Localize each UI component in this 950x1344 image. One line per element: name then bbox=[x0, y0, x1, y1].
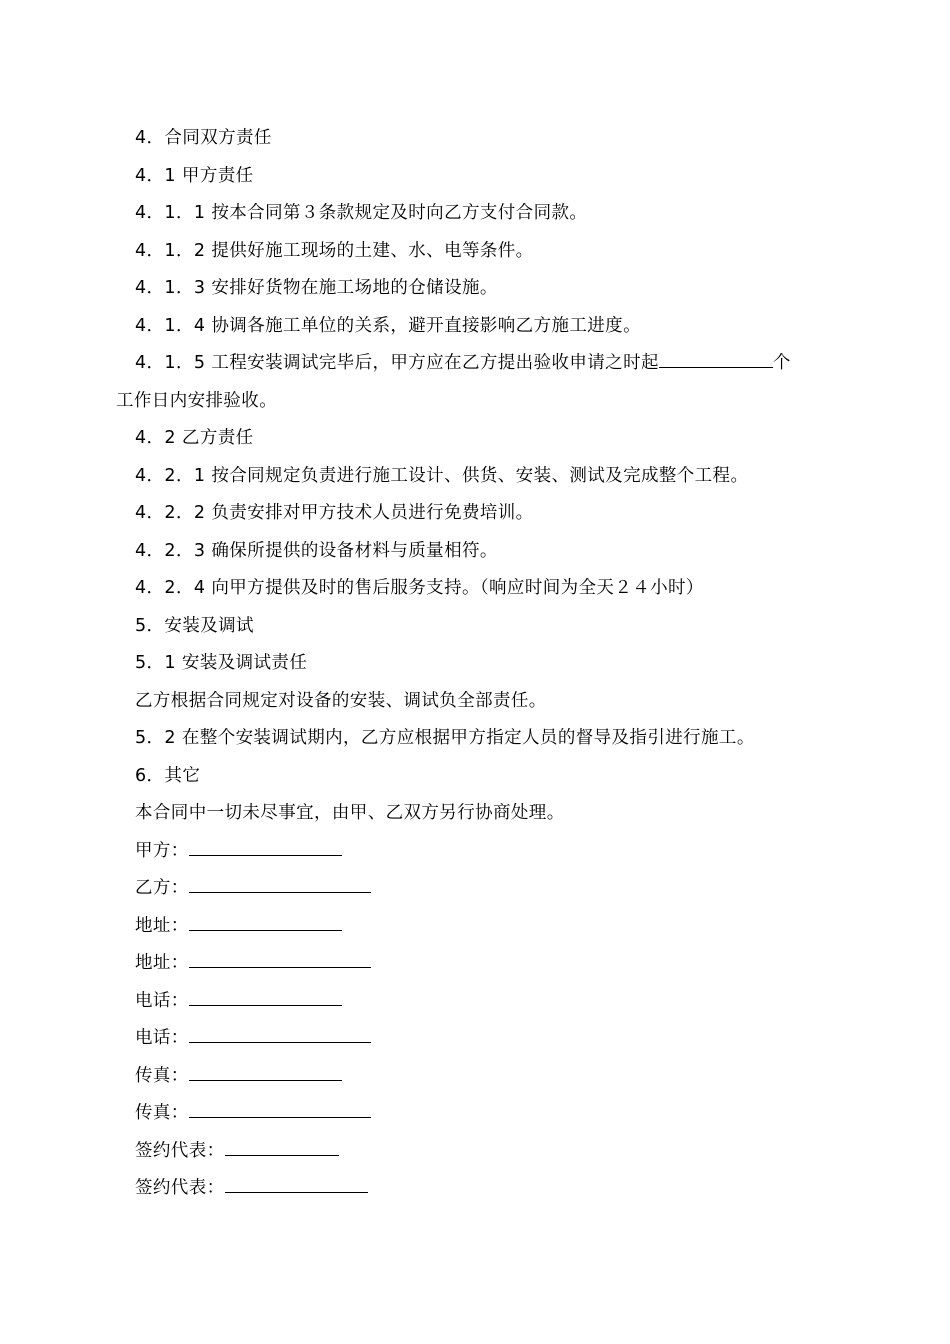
phone-b-label: 电话： bbox=[135, 1028, 189, 1048]
address-b-label: 地址： bbox=[135, 953, 189, 973]
clause-4-1-5-unit: 个 bbox=[772, 353, 791, 373]
address-b-blank[interactable] bbox=[189, 945, 371, 968]
section-6-text: 本合同中一切未尽事宜，由甲、乙双方另行协商处理。 bbox=[135, 803, 565, 823]
representative-b-label: 签约代表： bbox=[135, 1178, 225, 1198]
representative-b-blank[interactable] bbox=[225, 1170, 368, 1193]
clause-4-1-1: 4．1．1 按本合同第３条款规定及时向乙方支付合同款。 bbox=[135, 203, 588, 223]
representative-a-label: 签约代表： bbox=[135, 1140, 225, 1161]
section-4-2-heading: 4．2 乙方责任 bbox=[135, 428, 254, 448]
fax-a-blank[interactable] bbox=[189, 1058, 342, 1081]
section-5-heading: 5．安装及调试 bbox=[135, 615, 254, 636]
address-a-field bbox=[116, 908, 836, 946]
party-b-blank[interactable] bbox=[189, 870, 371, 893]
party-b-field bbox=[116, 870, 836, 908]
clause-5-1-text: 乙方根据合同规定对设备的安装、调试负全部责任。 bbox=[135, 690, 547, 711]
fax-a-label: 传真： bbox=[135, 1065, 189, 1086]
fax-b-field bbox=[116, 1095, 836, 1133]
address-a-blank[interactable] bbox=[189, 908, 342, 931]
phone-a-blank[interactable] bbox=[189, 983, 342, 1006]
representative-b-field bbox=[116, 1170, 836, 1208]
clause-4-1-5-continuation: 工作日内安排验收。 bbox=[116, 390, 278, 411]
address-a-label: 地址： bbox=[135, 915, 189, 936]
section-4-heading: 4．合同双方责任 bbox=[135, 128, 272, 148]
clause-4-1-5-text: 4．1．5 工程安装调试完毕后，甲方应在乙方提出验收申请之时起 bbox=[135, 353, 659, 373]
clause-4-1-5 bbox=[116, 345, 836, 383]
section-4-1-heading: 4．1 甲方责任 bbox=[135, 165, 254, 186]
phone-a-label: 电话： bbox=[135, 990, 189, 1011]
contract-body bbox=[116, 120, 836, 1208]
clause-4-2-1: 4．2．1 按合同规定负责进行施工设计、供货、安装、测试及完成整个工程。 bbox=[135, 465, 749, 486]
representative-a-field bbox=[116, 1133, 836, 1171]
fax-b-blank[interactable] bbox=[189, 1095, 371, 1118]
fax-b-label: 传真： bbox=[135, 1103, 189, 1123]
fax-a-field bbox=[116, 1058, 836, 1096]
clause-4-2-2: 4．2．2 负责安排对甲方技术人员进行免费培训。 bbox=[135, 503, 534, 523]
section-6-heading: 6．其它 bbox=[135, 765, 201, 786]
party-a-field bbox=[116, 833, 836, 871]
address-b-field bbox=[116, 945, 836, 983]
phone-b-blank[interactable] bbox=[189, 1020, 371, 1043]
phone-b-field bbox=[116, 1020, 836, 1058]
days-blank[interactable] bbox=[659, 345, 773, 368]
phone-a-field bbox=[116, 983, 836, 1021]
representative-a-blank[interactable] bbox=[225, 1133, 339, 1156]
section-5-1-heading: 5．1 安装及调试责任 bbox=[135, 653, 308, 673]
party-b-label: 乙方： bbox=[135, 878, 189, 898]
clause-4-1-3: 4．1．3 安排好货物在施工场地的仓储设施。 bbox=[135, 278, 498, 298]
party-a-blank[interactable] bbox=[189, 833, 342, 856]
clause-4-2-3: 4．2．3 确保所提供的设备材料与质量相符。 bbox=[135, 540, 498, 561]
clause-4-2-4: 4．2．4 向甲方提供及时的售后服务支持。（响应时间为全天２４小时） bbox=[135, 578, 704, 598]
party-a-label: 甲方： bbox=[135, 840, 189, 861]
clause-5-2: 5．2 在整个安装调试期内，乙方应根据甲方指定人员的督导及指引进行施工。 bbox=[135, 728, 755, 748]
clause-4-1-2: 4．1．2 提供好施工现场的土建、水、电等条件。 bbox=[135, 240, 534, 261]
clause-4-1-4: 4．1．4 协调各施工单位的关系，避开直接影响乙方施工进度。 bbox=[135, 315, 641, 336]
